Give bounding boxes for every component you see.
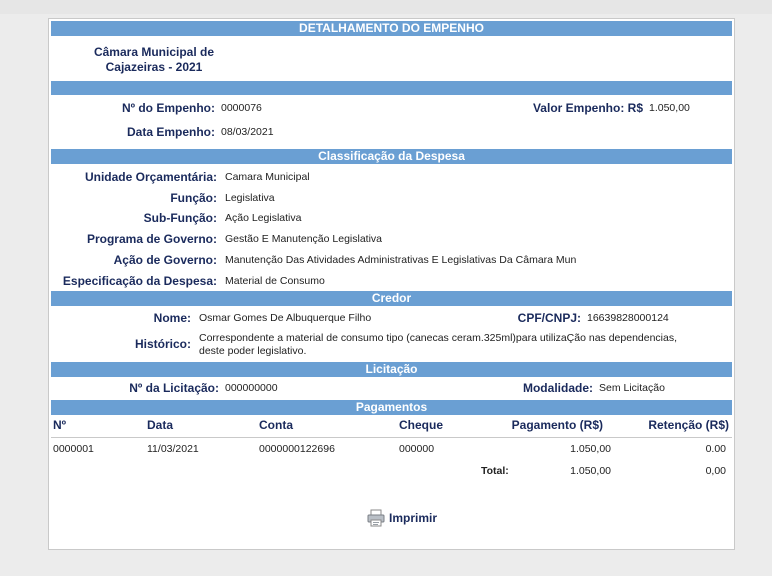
licitacao-band: Licitação (51, 362, 732, 377)
empenho-date-value: 08/03/2021 (221, 126, 274, 138)
acao-label: Ação de Governo: (113, 253, 217, 267)
subfuncao-value: Ação Legislativa (225, 212, 302, 224)
blank-divider-band (51, 81, 732, 95)
entity-name (89, 45, 219, 75)
modalidade-label: Modalidade: (522, 381, 593, 395)
programa-label: Programa de Governo: (86, 232, 217, 246)
entity-name-line2: Cajazeiras - 2021 (105, 60, 203, 74)
programa-value: Gestão E Manutenção Legislativa (225, 233, 383, 245)
historico-line1: Correspondente a material de consumo tipo (canecas ceram.325ml)para utilizaÇão nas dependencias, (199, 332, 678, 344)
printer-icon (367, 509, 385, 527)
credor-band: Credor (51, 291, 732, 306)
classificacao-band: Classificação da Despesa (51, 149, 732, 164)
cpf-value: 16639828000124 (587, 312, 669, 324)
print-label: Imprimir (389, 511, 438, 525)
empenho-value-label: Valor Empenho: R$ (532, 101, 643, 115)
empenho-number-label: Nº do Empenho: (121, 101, 215, 115)
table-header-divider (51, 437, 732, 438)
col-header-cheque: Cheque (399, 418, 444, 432)
historico-line2: deste poder legislativo. (199, 345, 307, 357)
empenho-date-label: Data Empenho: (126, 125, 215, 139)
total-label: Total: (481, 465, 509, 477)
payment-row-pagamento: 1.050,00 (570, 443, 611, 455)
empenho-detail-panel (48, 18, 735, 550)
credor-name-label: Nome: (153, 311, 191, 325)
col-header-data: Data (147, 418, 174, 432)
cpf-label: CPF/CNPJ: (517, 311, 581, 325)
payment-row-cheque: 000000 (399, 443, 435, 455)
entity-name-line1: Câmara Municipal de (93, 45, 215, 59)
col-header-pagamento: Pagamento (R$) (511, 418, 603, 432)
subfuncao-label: Sub-Função: (143, 211, 217, 225)
historico-value (199, 332, 677, 358)
especificacao-value: Material de Consumo (225, 275, 325, 287)
total-pagamento: 1.050,00 (570, 465, 611, 477)
panel-title: DETALHAMENTO DO EMPENHO (51, 21, 732, 36)
pagamentos-band: Pagamentos (51, 400, 732, 415)
acao-value: Manutenção Das Atividades Administrativas E Legislativas Da Câmara Mun (225, 254, 577, 266)
empenho-number-value: 0000076 (221, 102, 262, 114)
browser-top-strip (0, 0, 772, 14)
unidade-label: Unidade Orçamentária: (84, 170, 217, 184)
unidade-value: Camara Municipal (225, 171, 310, 183)
especificacao-label: Especificação da Despesa: (62, 274, 217, 288)
col-header-retencao: Retenção (R$) (648, 418, 729, 432)
licitacao-number-value: 000000000 (225, 382, 278, 394)
total-retencao: 0,00 (705, 465, 726, 477)
credor-name-value: Osmar Gomes De Albuquerque Filho (199, 312, 372, 324)
payment-row-numero: 0000001 (53, 443, 94, 455)
col-header-conta: Conta (259, 418, 293, 432)
historico-label: Histórico: (134, 337, 191, 351)
modalidade-value: Sem Licitação (599, 382, 665, 394)
empenho-value: 1.050,00 (649, 102, 690, 114)
funcao-value: Legislativa (225, 192, 275, 204)
payment-row-retencao: 0.00 (705, 443, 726, 455)
payment-row-data: 11/03/2021 (147, 443, 199, 455)
col-header-numero: Nº (53, 418, 67, 432)
payment-row-conta: 0000000122696 (259, 443, 335, 455)
funcao-label: Função: (170, 191, 217, 205)
licitacao-number-label: Nº da Licitação: (129, 381, 219, 395)
